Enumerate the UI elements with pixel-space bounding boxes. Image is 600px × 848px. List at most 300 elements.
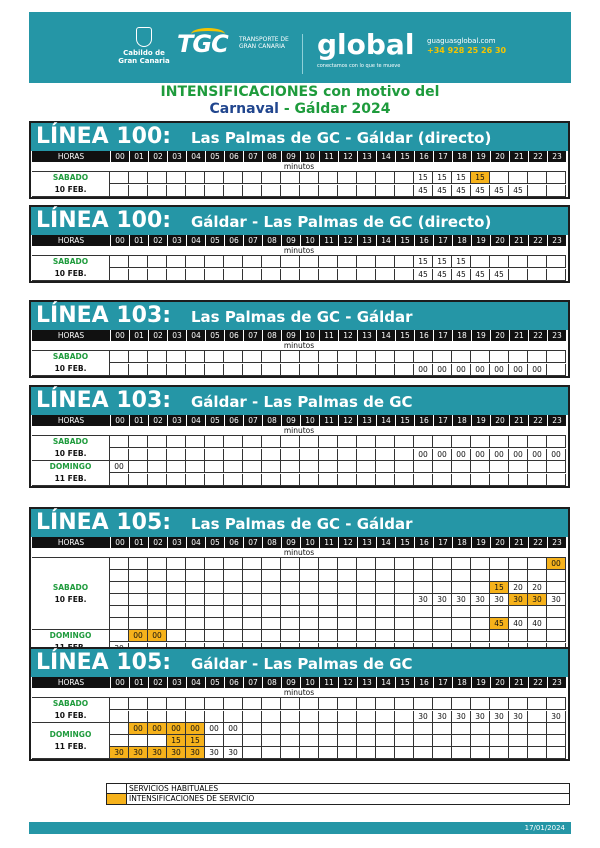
- time-cell: 30: [547, 594, 566, 606]
- time-cell: 00: [148, 630, 167, 642]
- time-cell: [167, 436, 186, 448]
- time-cell: [110, 698, 129, 710]
- time-cell: [300, 436, 319, 448]
- line-section: [29, 507, 570, 657]
- time-cell: 00: [224, 723, 243, 735]
- time-cell: [547, 630, 566, 642]
- time-cell: [338, 582, 357, 594]
- time-cell: [338, 474, 357, 486]
- time-cell: [148, 364, 167, 376]
- hour-header: 19: [471, 151, 490, 162]
- time-cell: [186, 256, 205, 268]
- time-cell: 45: [452, 185, 471, 197]
- time-cell: [281, 594, 300, 606]
- day-name: SABADO: [52, 173, 89, 182]
- time-cell: [243, 269, 262, 281]
- minutes-label: minutos: [32, 341, 566, 351]
- time-cell: [490, 172, 509, 184]
- time-cell: [148, 449, 167, 461]
- time-cell: [319, 606, 338, 618]
- crest-icon: [136, 27, 152, 47]
- time-cell: [300, 582, 319, 594]
- hour-header: 05: [205, 537, 224, 548]
- time-cell: [300, 461, 319, 473]
- time-cell: 00: [452, 449, 471, 461]
- time-cell: [509, 172, 528, 184]
- time-cell: [224, 185, 243, 197]
- time-cell: [490, 461, 509, 473]
- time-cell: [281, 256, 300, 268]
- line-number: LÍNEA 100:: [36, 124, 172, 149]
- time-cell: [129, 594, 148, 606]
- time-cell: [319, 364, 338, 376]
- time-cell: [395, 256, 414, 268]
- time-cell: 45: [509, 185, 528, 197]
- time-cell: [186, 436, 205, 448]
- hour-header: 20: [490, 537, 509, 548]
- time-cell: [148, 711, 167, 723]
- hour-header: 16: [414, 537, 433, 548]
- time-cell: [243, 698, 262, 710]
- time-cell: 15: [471, 172, 490, 184]
- line-section: [29, 300, 570, 378]
- time-cell: [338, 269, 357, 281]
- time-cell: [129, 269, 148, 281]
- time-cell: [224, 618, 243, 630]
- hour-header: 03: [167, 151, 186, 162]
- time-cell: [376, 630, 395, 642]
- time-cell: [262, 461, 281, 473]
- hour-header: 09: [281, 415, 300, 426]
- hour-header: 08: [262, 415, 281, 426]
- hour-header: 10: [300, 151, 319, 162]
- hour-header: 23: [547, 677, 566, 688]
- hour-header: 15: [395, 677, 414, 688]
- hour-header: 07: [243, 330, 262, 341]
- hour-header: 12: [338, 677, 357, 688]
- hour-header: 20: [490, 677, 509, 688]
- time-cell: [224, 461, 243, 473]
- hour-header: 21: [509, 330, 528, 341]
- time-cell: [262, 594, 281, 606]
- time-cell: 30: [110, 747, 129, 759]
- time-cell: [490, 606, 509, 618]
- time-cell: [319, 461, 338, 473]
- time-cell: [319, 594, 338, 606]
- time-cell: [357, 461, 376, 473]
- time-cell: [224, 474, 243, 486]
- time-cell: [395, 570, 414, 582]
- time-cell: [376, 436, 395, 448]
- time-cell: [319, 723, 338, 735]
- time-cell: [509, 698, 528, 710]
- hour-header: 03: [167, 330, 186, 341]
- time-cell: 00: [452, 364, 471, 376]
- time-cell: [357, 711, 376, 723]
- time-cell: [300, 172, 319, 184]
- hour-header: 01: [129, 537, 148, 548]
- time-cell: [471, 747, 490, 759]
- time-cell: [376, 698, 395, 710]
- time-cell: [319, 570, 338, 582]
- hour-header: 09: [281, 235, 300, 246]
- time-cell: [319, 474, 338, 486]
- time-cell: [129, 711, 148, 723]
- time-cell: 30: [452, 711, 471, 723]
- time-cell: [281, 570, 300, 582]
- time-cell: 30: [224, 747, 243, 759]
- time-cell: [547, 436, 566, 448]
- hour-header: 13: [357, 330, 376, 341]
- time-cell: [338, 735, 357, 747]
- time-cell: 15: [452, 256, 471, 268]
- time-cell: [205, 185, 224, 197]
- time-cell: [167, 351, 186, 363]
- time-cell: [300, 351, 319, 363]
- time-cell: [300, 364, 319, 376]
- time-cell: [129, 436, 148, 448]
- timetable-grid: [32, 330, 566, 376]
- time-cell: [262, 630, 281, 642]
- time-cell: [262, 606, 281, 618]
- time-cell: [452, 461, 471, 473]
- time-cell: [414, 630, 433, 642]
- hour-header: 13: [357, 537, 376, 548]
- time-cell: [414, 723, 433, 735]
- cabildo-name: Cabildo de Gran Canaria: [118, 49, 170, 65]
- tgc-subtitle: TRANSPORTE DE GRAN CANARIA: [239, 36, 289, 50]
- route-name: Gáldar - Las Palmas de GC: [191, 393, 413, 411]
- time-cell: [509, 558, 528, 570]
- time-cell: [395, 351, 414, 363]
- hour-header: 23: [547, 330, 566, 341]
- hour-header: 04: [186, 330, 205, 341]
- hour-header: 12: [338, 415, 357, 426]
- time-cell: [471, 436, 490, 448]
- hour-header: 10: [300, 537, 319, 548]
- time-cell: [452, 606, 471, 618]
- time-cell: [224, 449, 243, 461]
- time-cell: [509, 256, 528, 268]
- time-cell: [262, 474, 281, 486]
- time-cell: [262, 698, 281, 710]
- time-cell: 45: [414, 269, 433, 281]
- time-cell: [148, 351, 167, 363]
- hours-label: HORAS: [32, 330, 110, 341]
- time-cell: [338, 172, 357, 184]
- time-cell: [414, 606, 433, 618]
- time-cell: [471, 474, 490, 486]
- time-cell: [186, 185, 205, 197]
- time-cell: [300, 711, 319, 723]
- time-cell: [471, 698, 490, 710]
- hour-header: 18: [452, 235, 471, 246]
- hour-header: 15: [395, 415, 414, 426]
- line-section: [29, 121, 570, 199]
- time-cell: [433, 735, 452, 747]
- time-cell: [262, 351, 281, 363]
- time-cell: [490, 723, 509, 735]
- time-cell: 00: [414, 364, 433, 376]
- hour-header: 17: [433, 677, 452, 688]
- time-cell: [338, 351, 357, 363]
- time-cell: [110, 269, 129, 281]
- day-date: 10 FEB.: [54, 594, 87, 604]
- route-name: Gáldar - Las Palmas de GC: [191, 655, 413, 673]
- time-cell: [357, 723, 376, 735]
- time-cell: [376, 594, 395, 606]
- time-cell: [167, 269, 186, 281]
- time-cell: [338, 594, 357, 606]
- time-cell: [471, 570, 490, 582]
- time-cell: [167, 606, 186, 618]
- time-cell: [376, 474, 395, 486]
- time-cell: [167, 474, 186, 486]
- time-cell: [376, 723, 395, 735]
- time-cell: [281, 558, 300, 570]
- time-cell: [224, 364, 243, 376]
- hour-header: 17: [433, 330, 452, 341]
- time-cell: [205, 474, 224, 486]
- time-cell: 20: [509, 582, 528, 594]
- hour-header: 08: [262, 330, 281, 341]
- time-cell: [110, 630, 129, 642]
- time-cell: [186, 606, 205, 618]
- time-cell: [376, 256, 395, 268]
- time-cell: [547, 582, 566, 594]
- time-cell: [395, 582, 414, 594]
- time-cell: [319, 711, 338, 723]
- time-cell: [528, 558, 547, 570]
- time-cell: [281, 723, 300, 735]
- time-cell: [528, 474, 547, 486]
- time-cell: [338, 723, 357, 735]
- time-cell: [490, 351, 509, 363]
- time-cell: [471, 723, 490, 735]
- time-cell: [395, 449, 414, 461]
- tgc-logo-text: TGC: [177, 30, 228, 58]
- time-cell: [110, 582, 129, 594]
- hour-header: 06: [224, 235, 243, 246]
- time-cell: [262, 582, 281, 594]
- day-label: [32, 172, 110, 197]
- time-cell: [414, 747, 433, 759]
- time-cell: [224, 269, 243, 281]
- time-cell: [357, 606, 376, 618]
- hour-header: 10: [300, 677, 319, 688]
- time-cell: [433, 698, 452, 710]
- time-cell: [243, 606, 262, 618]
- time-cell: 15: [414, 172, 433, 184]
- time-cell: [338, 618, 357, 630]
- time-cell: [205, 711, 224, 723]
- timetable-grid: [32, 415, 566, 486]
- time-cell: 45: [452, 269, 471, 281]
- day-label: [32, 256, 110, 281]
- time-cell: [167, 558, 186, 570]
- time-cell: [547, 570, 566, 582]
- time-cell: [110, 351, 129, 363]
- time-cell: [471, 461, 490, 473]
- time-cell: [376, 711, 395, 723]
- time-cell: [262, 735, 281, 747]
- line-number: LÍNEA 103:: [36, 303, 172, 328]
- time-cell: [205, 582, 224, 594]
- hour-header: 03: [167, 677, 186, 688]
- day-name: SABADO: [52, 582, 89, 592]
- hour-header: 00: [110, 677, 129, 688]
- time-cell: [300, 747, 319, 759]
- time-cell: [205, 618, 224, 630]
- time-cell: [319, 256, 338, 268]
- line-header: [31, 649, 568, 677]
- hour-header: 22: [528, 330, 547, 341]
- time-cell: [528, 735, 547, 747]
- website-link[interactable]: guaguasglobal.com: [427, 37, 496, 45]
- time-cell: [471, 606, 490, 618]
- time-cell: [167, 570, 186, 582]
- hour-header: 12: [338, 235, 357, 246]
- time-cell: [471, 558, 490, 570]
- time-cell: [547, 172, 566, 184]
- time-cell: 30: [490, 711, 509, 723]
- day-date: 10 FEB.: [54, 364, 87, 373]
- day-name: DOMINGO: [49, 631, 92, 640]
- time-cell: [338, 711, 357, 723]
- hour-header: 05: [205, 235, 224, 246]
- time-cell: [281, 606, 300, 618]
- line-number: LÍNEA 105:: [36, 650, 172, 675]
- time-cell: [243, 723, 262, 735]
- time-cell: [509, 747, 528, 759]
- cabildo-logo: [114, 27, 174, 65]
- time-cell: [338, 630, 357, 642]
- time-cell: [509, 735, 528, 747]
- footer-bar: [29, 822, 571, 834]
- legend-habituales-label: SERVICIOS HABITUALES: [129, 784, 219, 793]
- time-cell: 30: [148, 747, 167, 759]
- time-cell: [547, 747, 566, 759]
- hour-header: 14: [376, 330, 395, 341]
- time-cell: 00: [509, 364, 528, 376]
- hour-header: 00: [110, 151, 129, 162]
- time-cell: [471, 630, 490, 642]
- legend-swatch-white: [107, 784, 127, 793]
- carnaval-label: Carnaval: [209, 101, 279, 117]
- hour-header: 16: [414, 235, 433, 246]
- header-divider: [302, 34, 303, 74]
- time-cell: [205, 269, 224, 281]
- hour-header: 18: [452, 330, 471, 341]
- time-cell: [205, 735, 224, 747]
- time-cell: [186, 172, 205, 184]
- hour-header: 07: [243, 235, 262, 246]
- time-cell: [376, 747, 395, 759]
- time-cell: [357, 351, 376, 363]
- hour-header: 15: [395, 235, 414, 246]
- header-banner: [29, 12, 571, 83]
- time-cell: 30: [490, 594, 509, 606]
- hour-header: 10: [300, 330, 319, 341]
- time-cell: [452, 618, 471, 630]
- hour-header: 02: [148, 537, 167, 548]
- time-cell: [262, 436, 281, 448]
- hour-header: 15: [395, 330, 414, 341]
- hour-header: 21: [509, 537, 528, 548]
- hour-header: 17: [433, 537, 452, 548]
- hour-header: 06: [224, 677, 243, 688]
- hour-header: 04: [186, 235, 205, 246]
- hour-header: 16: [414, 151, 433, 162]
- time-cell: [376, 269, 395, 281]
- time-cell: [300, 606, 319, 618]
- hour-header: 08: [262, 151, 281, 162]
- time-cell: [300, 185, 319, 197]
- time-cell: [395, 461, 414, 473]
- time-cell: [547, 461, 566, 473]
- time-cell: [243, 594, 262, 606]
- time-cell: 45: [490, 269, 509, 281]
- time-cell: [205, 570, 224, 582]
- time-cell: [281, 351, 300, 363]
- time-cell: [281, 449, 300, 461]
- time-cell: [110, 474, 129, 486]
- time-cell: [319, 630, 338, 642]
- time-cell: [471, 351, 490, 363]
- day-label: [32, 461, 110, 486]
- time-cell: [300, 474, 319, 486]
- hour-header: 21: [509, 151, 528, 162]
- time-cell: [243, 735, 262, 747]
- time-cell: 30: [528, 594, 547, 606]
- time-cell: [490, 698, 509, 710]
- hour-header: 12: [338, 330, 357, 341]
- time-cell: [148, 269, 167, 281]
- time-cell: [433, 436, 452, 448]
- time-cell: [338, 436, 357, 448]
- time-cell: 30: [186, 747, 205, 759]
- time-cell: [110, 256, 129, 268]
- hour-header: 04: [186, 677, 205, 688]
- time-cell: [300, 558, 319, 570]
- time-cell: [148, 558, 167, 570]
- time-cell: 00: [471, 364, 490, 376]
- hour-header: 18: [452, 415, 471, 426]
- timetable-grid: [32, 235, 566, 281]
- time-cell: [547, 256, 566, 268]
- time-cell: [281, 630, 300, 642]
- hour-header: 22: [528, 677, 547, 688]
- time-cell: [414, 474, 433, 486]
- minutes-label: minutos: [32, 246, 566, 256]
- time-cell: 00: [490, 449, 509, 461]
- time-cell: [395, 558, 414, 570]
- time-cell: [148, 735, 167, 747]
- day-name: SABADO: [52, 699, 89, 708]
- time-cell: [129, 582, 148, 594]
- time-cell: 00: [547, 449, 566, 461]
- time-cell: [414, 461, 433, 473]
- time-cell: [433, 606, 452, 618]
- hour-header: 07: [243, 537, 262, 548]
- time-cell: [224, 606, 243, 618]
- time-cell: [167, 185, 186, 197]
- time-cell: [224, 594, 243, 606]
- legend-habituales: [106, 783, 570, 794]
- time-cell: 00: [547, 558, 566, 570]
- day-label: [32, 558, 110, 630]
- time-cell: [224, 351, 243, 363]
